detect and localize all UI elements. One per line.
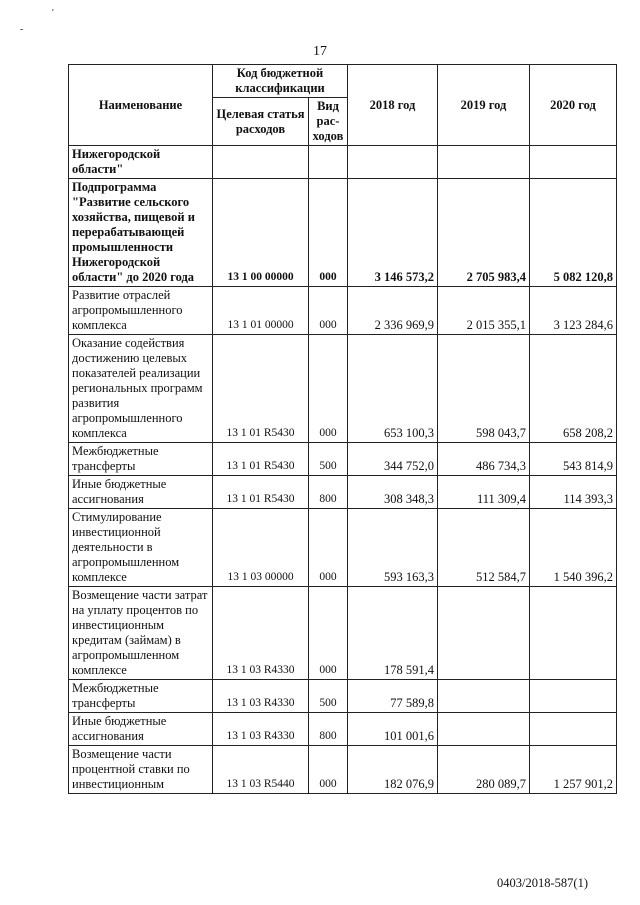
row-2018: 2 336 969,9 <box>348 287 438 335</box>
header-target-article: Целевая статья расходов <box>213 98 309 146</box>
row-code: 13 1 00 00000 <box>213 179 309 287</box>
header-2020: 2020 год <box>530 65 617 146</box>
row-code: 13 1 01 R5430 <box>213 476 309 509</box>
row-name: Иные бюджетные ассигнования <box>69 476 213 509</box>
row-2020: 5 082 120,8 <box>530 179 617 287</box>
header-expense-type: Вид рас-ходов <box>309 98 348 146</box>
row-expense-type: 800 <box>309 713 348 746</box>
row-expense-type: 000 <box>309 179 348 287</box>
row-2019: 111 309,4 <box>438 476 530 509</box>
table-row <box>69 587 617 680</box>
row-code: 13 1 03 00000 <box>213 509 309 587</box>
row-name: Возмещение части затрат на уплату процентов по инвестиционным кредитам (займам) в агропромышленном комплексе <box>69 587 213 680</box>
row-2020: 1 540 396,2 <box>530 509 617 587</box>
row-2018: 101 001,6 <box>348 713 438 746</box>
table-row <box>69 713 617 746</box>
scan-mark: - <box>20 24 24 35</box>
table-row <box>69 335 617 443</box>
row-2019: 598 043,7 <box>438 335 530 443</box>
table-row <box>69 146 617 179</box>
scan-mark: ' <box>52 8 54 19</box>
row-2018: 593 163,3 <box>348 509 438 587</box>
header-2019: 2019 год <box>438 65 530 146</box>
row-code: 13 1 01 R5430 <box>213 443 309 476</box>
row-name: Оказание содействия достижению целевых показателей реализации региональных программ развития агропромышленного комплекса <box>69 335 213 443</box>
header-classification: Код бюджетной классификации <box>213 65 348 98</box>
row-code: 13 1 03 R5440 <box>213 746 309 794</box>
row-2018: 344 752,0 <box>348 443 438 476</box>
row-2020: 114 393,3 <box>530 476 617 509</box>
table-row <box>69 443 617 476</box>
page-number: 17 <box>313 44 327 59</box>
row-expense-type: 500 <box>309 443 348 476</box>
row-2020 <box>530 587 617 680</box>
row-2020 <box>530 713 617 746</box>
row-name: Нижегородской области" <box>69 146 213 179</box>
table-row <box>69 509 617 587</box>
row-code <box>213 146 309 179</box>
row-2018: 3 146 573,2 <box>348 179 438 287</box>
row-expense-type: 000 <box>309 509 348 587</box>
table-row <box>69 179 617 287</box>
row-2018: 653 100,3 <box>348 335 438 443</box>
row-2018: 178 591,4 <box>348 587 438 680</box>
row-2020 <box>530 680 617 713</box>
table-row <box>69 746 617 794</box>
row-expense-type: 000 <box>309 746 348 794</box>
row-expense-type: 800 <box>309 476 348 509</box>
row-2020: 1 257 901,2 <box>530 746 617 794</box>
budget-table <box>68 64 617 794</box>
row-2019: 2 705 983,4 <box>438 179 530 287</box>
header-2018: 2018 год <box>348 65 438 146</box>
row-2020: 543 814,9 <box>530 443 617 476</box>
row-2019: 512 584,7 <box>438 509 530 587</box>
row-2018: 77 589,8 <box>348 680 438 713</box>
row-2020 <box>530 146 617 179</box>
table-row <box>69 680 617 713</box>
row-code: 13 1 03 R4330 <box>213 587 309 680</box>
row-2019 <box>438 680 530 713</box>
row-2020: 658 208,2 <box>530 335 617 443</box>
row-name: Подпрограмма "Развитие сельского хозяйства, пищевой и перерабатывающей промышленности Нижегородской области" до 2020 года <box>69 179 213 287</box>
table-row <box>69 287 617 335</box>
row-name: Иные бюджетные ассигнования <box>69 713 213 746</box>
row-code: 13 1 01 00000 <box>213 287 309 335</box>
table-body <box>69 146 617 794</box>
row-2018: 308 348,3 <box>348 476 438 509</box>
row-name: Возмещение части процентной ставки по инвестиционным <box>69 746 213 794</box>
row-code: 13 1 03 R4330 <box>213 680 309 713</box>
row-name: Развитие отраслей агропромышленного комплекса <box>69 287 213 335</box>
header-row <box>69 65 617 98</box>
row-expense-type: 500 <box>309 680 348 713</box>
row-2019: 2 015 355,1 <box>438 287 530 335</box>
row-2019 <box>438 146 530 179</box>
table-row <box>69 476 617 509</box>
row-expense-type <box>309 146 348 179</box>
row-name: Межбюджетные трансферты <box>69 680 213 713</box>
row-2019 <box>438 587 530 680</box>
header-name: Наименование <box>69 65 213 146</box>
row-2018: 182 076,9 <box>348 746 438 794</box>
row-2019: 486 734,3 <box>438 443 530 476</box>
document-code: 0403/2018-587(1) <box>497 876 588 890</box>
row-expense-type: 000 <box>309 335 348 443</box>
row-2019 <box>438 713 530 746</box>
row-expense-type: 000 <box>309 587 348 680</box>
row-code: 13 1 01 R5430 <box>213 335 309 443</box>
row-name: Стимулирование инвестиционной деятельности в агропромышленном комплексе <box>69 509 213 587</box>
row-name: Межбюджетные трансферты <box>69 443 213 476</box>
row-expense-type: 000 <box>309 287 348 335</box>
row-2019: 280 089,7 <box>438 746 530 794</box>
row-code: 13 1 03 R4330 <box>213 713 309 746</box>
row-2018 <box>348 146 438 179</box>
row-2020: 3 123 284,6 <box>530 287 617 335</box>
